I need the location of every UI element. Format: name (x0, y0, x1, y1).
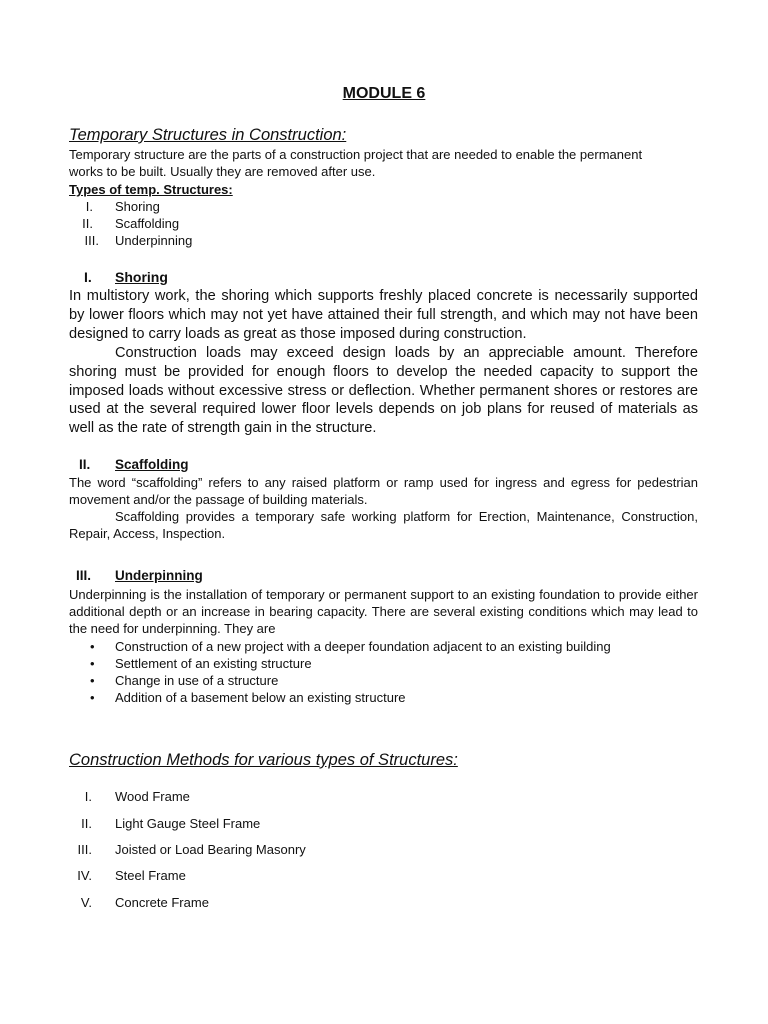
underpinning-title: Underpinning (115, 568, 203, 583)
methods-item-label: Concrete Frame (115, 895, 209, 910)
bullet-icon: • (90, 673, 95, 688)
scaffolding-paragraph-2: Scaffolding provides a temporary safe working platform for Erection, Maintenance, Construction, Repair, Access, Inspection. (69, 509, 698, 541)
list-item: Addition of a basement below an existing structure (115, 690, 406, 705)
underpinning-paragraph: Underpinning is the installation of temporary or permanent support to an existing foundation to provide either additional depth or an increase in bearing capacity. There are several existing conditions which may lead to the need for underpinning. They are (69, 587, 698, 636)
types-item-label: Scaffolding (115, 216, 180, 231)
methods-item-number: IV. (77, 868, 92, 883)
methods-item-label: Steel Frame (115, 868, 186, 883)
page-title: MODULE 6 (342, 85, 426, 102)
types-item-number: II. (82, 216, 93, 231)
methods-item-label: Light Gauge Steel Frame (115, 816, 261, 831)
section-heading-construction-methods: Construction Methods for various types of Structures: (69, 751, 458, 769)
scaffolding-title: Scaffolding (115, 457, 189, 472)
bullet-icon: • (90, 656, 95, 671)
bullet-icon: • (90, 690, 95, 705)
list-item: Construction of a new project with a deeper foundation adjacent to an existing building (115, 639, 611, 654)
methods-item-number: III. (77, 842, 92, 857)
types-item-label: Shoring (115, 199, 160, 214)
shoring-number: I. (84, 269, 92, 285)
scaffolding-paragraph-1: The word “scaffolding” refers to any raised platform or ramp used for ingress and egress for pedestrian movement and/or the passage of building materials. (69, 475, 698, 507)
methods-item-number: I. (84, 789, 92, 804)
methods-item-label: Joisted or Load Bearing Masonry (115, 842, 306, 857)
section-heading-temporary-structures: Temporary Structures in Construction: (69, 126, 347, 144)
methods-item-number: II. (81, 816, 92, 831)
methods-item-number: V. (80, 895, 92, 910)
types-item-label: Underpinning (115, 233, 193, 248)
underpinning-number: III. (76, 568, 92, 583)
scaffolding-number: II. (79, 457, 91, 472)
methods-item-label: Wood Frame (115, 789, 190, 804)
shoring-paragraph-2: Construction loads may exceed design loads by an appreciable amount. Therefore shoring must be provided for enough floors to develop the needed capacity to support the imposed loads without excessive stress or deflection. Whether permanent shores or restores are used at the several required lower floor levels depends on job plans for reused of materials as well as the rate of strength gain in the structure. (69, 345, 698, 437)
types-item-number: III. (84, 233, 99, 248)
types-heading: Types of temp. Structures: (69, 182, 233, 197)
bullet-icon: • (90, 639, 95, 654)
list-item: Change in use of a structure (115, 673, 279, 688)
types-item-number: I. (85, 199, 93, 214)
shoring-paragraph-1: In multistory work, the shoring which supports freshly placed concrete is necessarily supported by lower floors which may not yet have attained their full strength, and which may not have been designed to carry loads as great as those imposed during construction. (69, 288, 698, 342)
shoring-title: Shoring (115, 269, 168, 285)
temporary-intro-paragraph: Temporary structure are the parts of a construction project that are needed to enable the permanent works to be built. Usually they are removed after use. (69, 147, 643, 179)
list-item: Settlement of an existing structure (115, 656, 312, 671)
